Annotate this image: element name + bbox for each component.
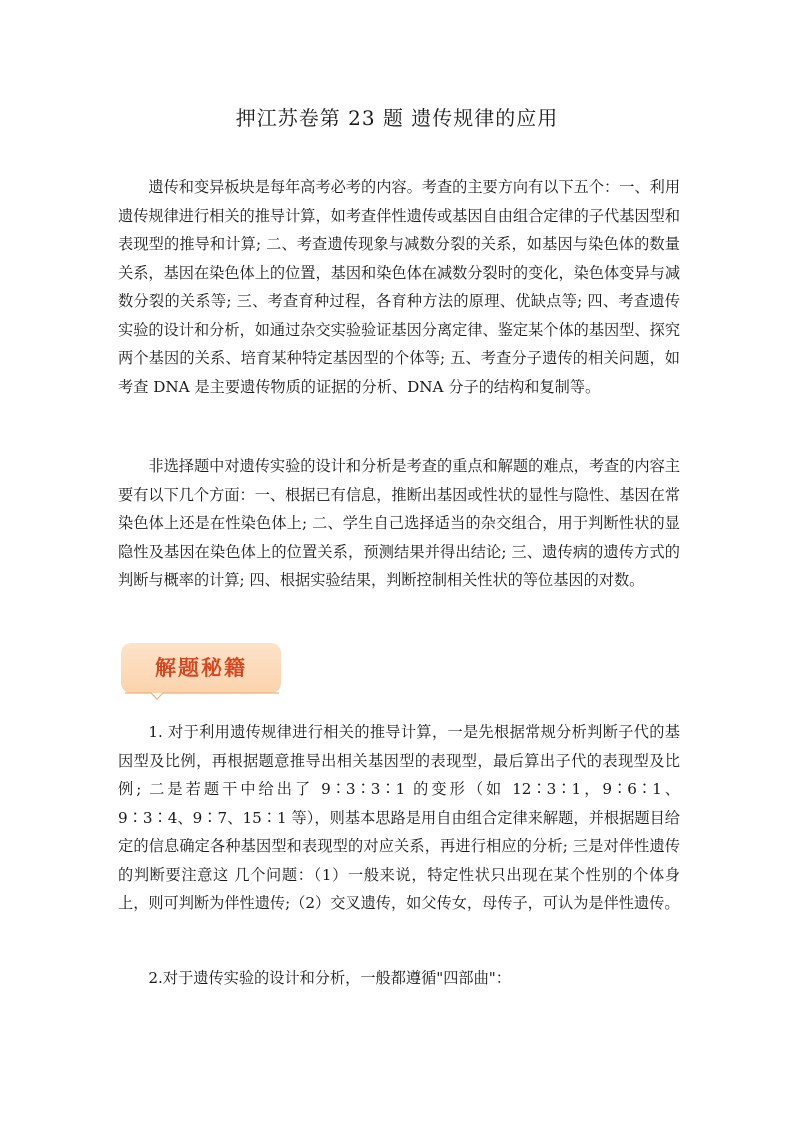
paragraph-tip-2: 2.对于遗传实验的设计和分析，一般都遵循"四部曲"： <box>148 969 511 987</box>
paragraph-intro: 遗传和变异板块是每年高考必考的内容。考查的主要方向有以下五个：一、利用遗传规律进行相关的推导计算，如考查伴性遗传或基因自由组合定律的子代基因型和表现型的推导和计算; 二、考查遗传现象与减数分裂的关系，如基因与染色体的数量关系，基因在染色体上的位置，基因和染色体在减数分裂时的变化，染色体变异与减数分裂的关系等; 三、考查育种过程，各育种方法的原理、优缺点等; 四、考查遗传实验的设计和分析，如通过杂交实验验证基因分离定律、鉴定某个体的基因型、探究两个基因的关系、培育某种特定基因型的个体等; 五、考查分子遗传的相关问题，如考查 DNA 是主要遗传物质的证据的分析、DNA 分子的结构和复制等。 <box>118 178 680 396</box>
paragraph-tip-1: 1. 对于利用遗传规律进行相关的推导计算，一是先根据常规分析判断子代的基因型及比例，再根据题意推导出相关基因型的表现型，最后算出子代的表现型及比例; 二是若题干中给出了 9∶3∶3∶1 的变形（如 12∶3∶1，9∶6∶1、9∶3∶4、9∶7、15∶1 等），则基本思路是用自由组合定律来解题，并根据题目给定的信息确定各种基因型和表现型的对应关系，再进行相应的分析; 三是对伴性遗传的判断要注意这 几个问题：（1）一般来说，特定性状只出现在某个性别的个体身上，则可判断为伴性遗传;（2）交叉遗传，如父传女，母传子，可认为是伴性遗传。 <box>118 723 680 912</box>
paragraph-focus: 非选择题中对遗传实验的设计和分析是考查的重点和解题的难点，考查的内容主要有以下几个方面：一、根据已有信息，推断出基因或性状的显性与隐性、基因在常染色体上还是在性染色体上; 二、学生自己选择适当的杂交组合，用于判断性状的显隐性及基因在染色体上的位置关系，预测结果并得出结论; 三、遗传病的遗传方式的判断与概率的计算; 四、根据实验结果，判断控制相关性状的等位基因的对数。 <box>118 457 680 589</box>
badge-label: 解题秘籍 <box>155 656 247 680</box>
section-badge <box>121 643 283 701</box>
page-title: 押江苏卷第 23 题 遗传规律的应用 <box>235 106 559 130</box>
